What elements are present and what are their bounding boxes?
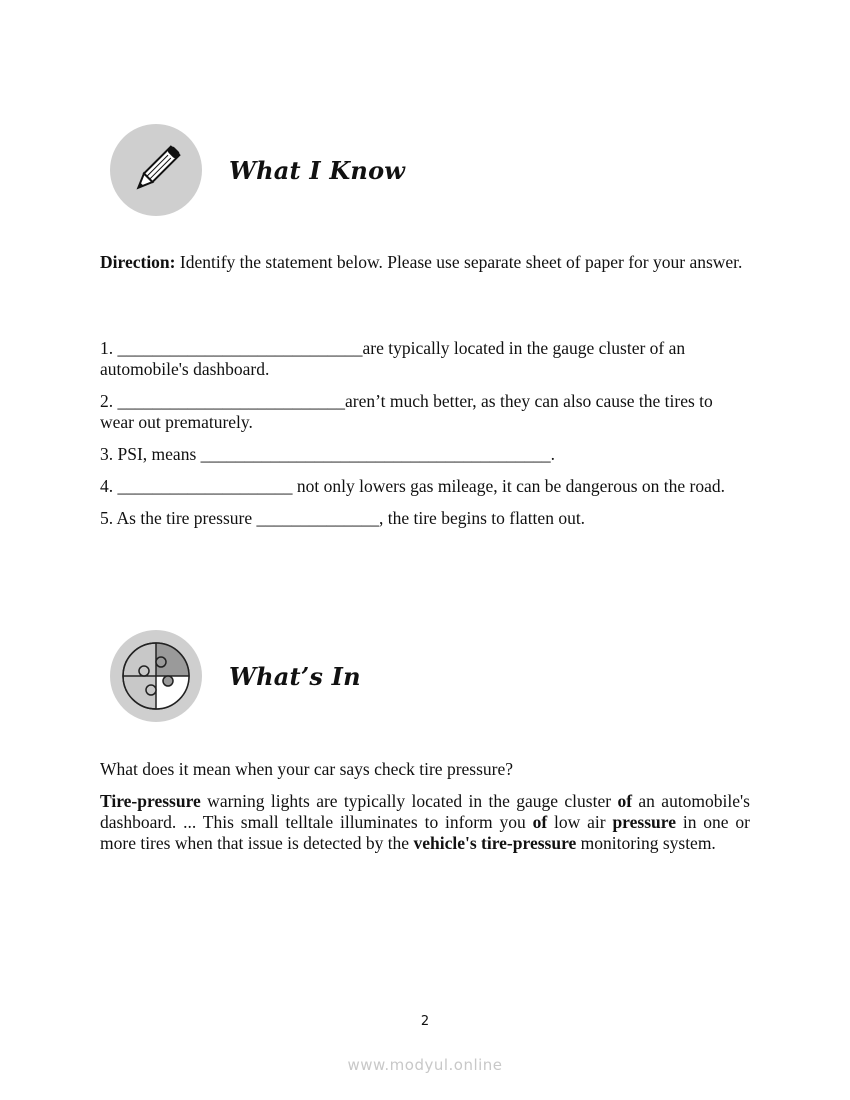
page-number: 2 [420,1014,430,1029]
question-list [100,338,750,540]
whats-in-content [100,759,750,854]
bold-term: of [532,812,548,832]
direction-label: Direction: [100,252,176,272]
watermark: www.modyul.online [347,1056,503,1074]
puzzle-icon [110,630,202,722]
question-item-1: 1. ____________________________are typically located in the gauge cluster of an automobile's dashboard. [100,338,686,379]
bold-term: Tire-pressure [100,791,201,811]
direction-text: Identify the statement below. Please use separate sheet of paper for your answer. [175,252,743,272]
bold-term: of [617,791,633,811]
question-text: What does it mean when your car says check tire pressure? [100,759,514,779]
question-item-3: 3. PSI, means ________________________________________. [100,444,555,464]
whats-in-header [110,630,361,722]
section-title: What I Know [229,155,406,185]
explanation-paragraph [100,791,750,854]
text-run: in one or more tires when that issue is detected by the [100,812,750,853]
text-run: low air [547,812,613,832]
text-run: monitoring system. [576,833,716,853]
bold-term: vehicle's tire-pressure [413,833,577,853]
section-title: What’s In [229,661,361,691]
bold-term: pressure [612,812,676,832]
text-run: an automobile's dashboard. ... This small telltale illuminates to inform you [100,791,750,832]
question-item-2: 2. __________________________aren’t much better, as they can also cause the tires to wear out prematurely. [100,391,713,432]
pencil-icon [110,124,202,216]
direction [100,252,750,273]
question-item-4: 4. ____________________ not only lowers gas mileage, it can be dangerous on the road. [100,476,726,496]
what-i-know-header [110,124,405,216]
question-item-5: 5. As the tire pressure ______________, the tire begins to flatten out. [100,508,586,528]
text-run: warning lights are typically located in the gauge cluster [200,791,618,811]
